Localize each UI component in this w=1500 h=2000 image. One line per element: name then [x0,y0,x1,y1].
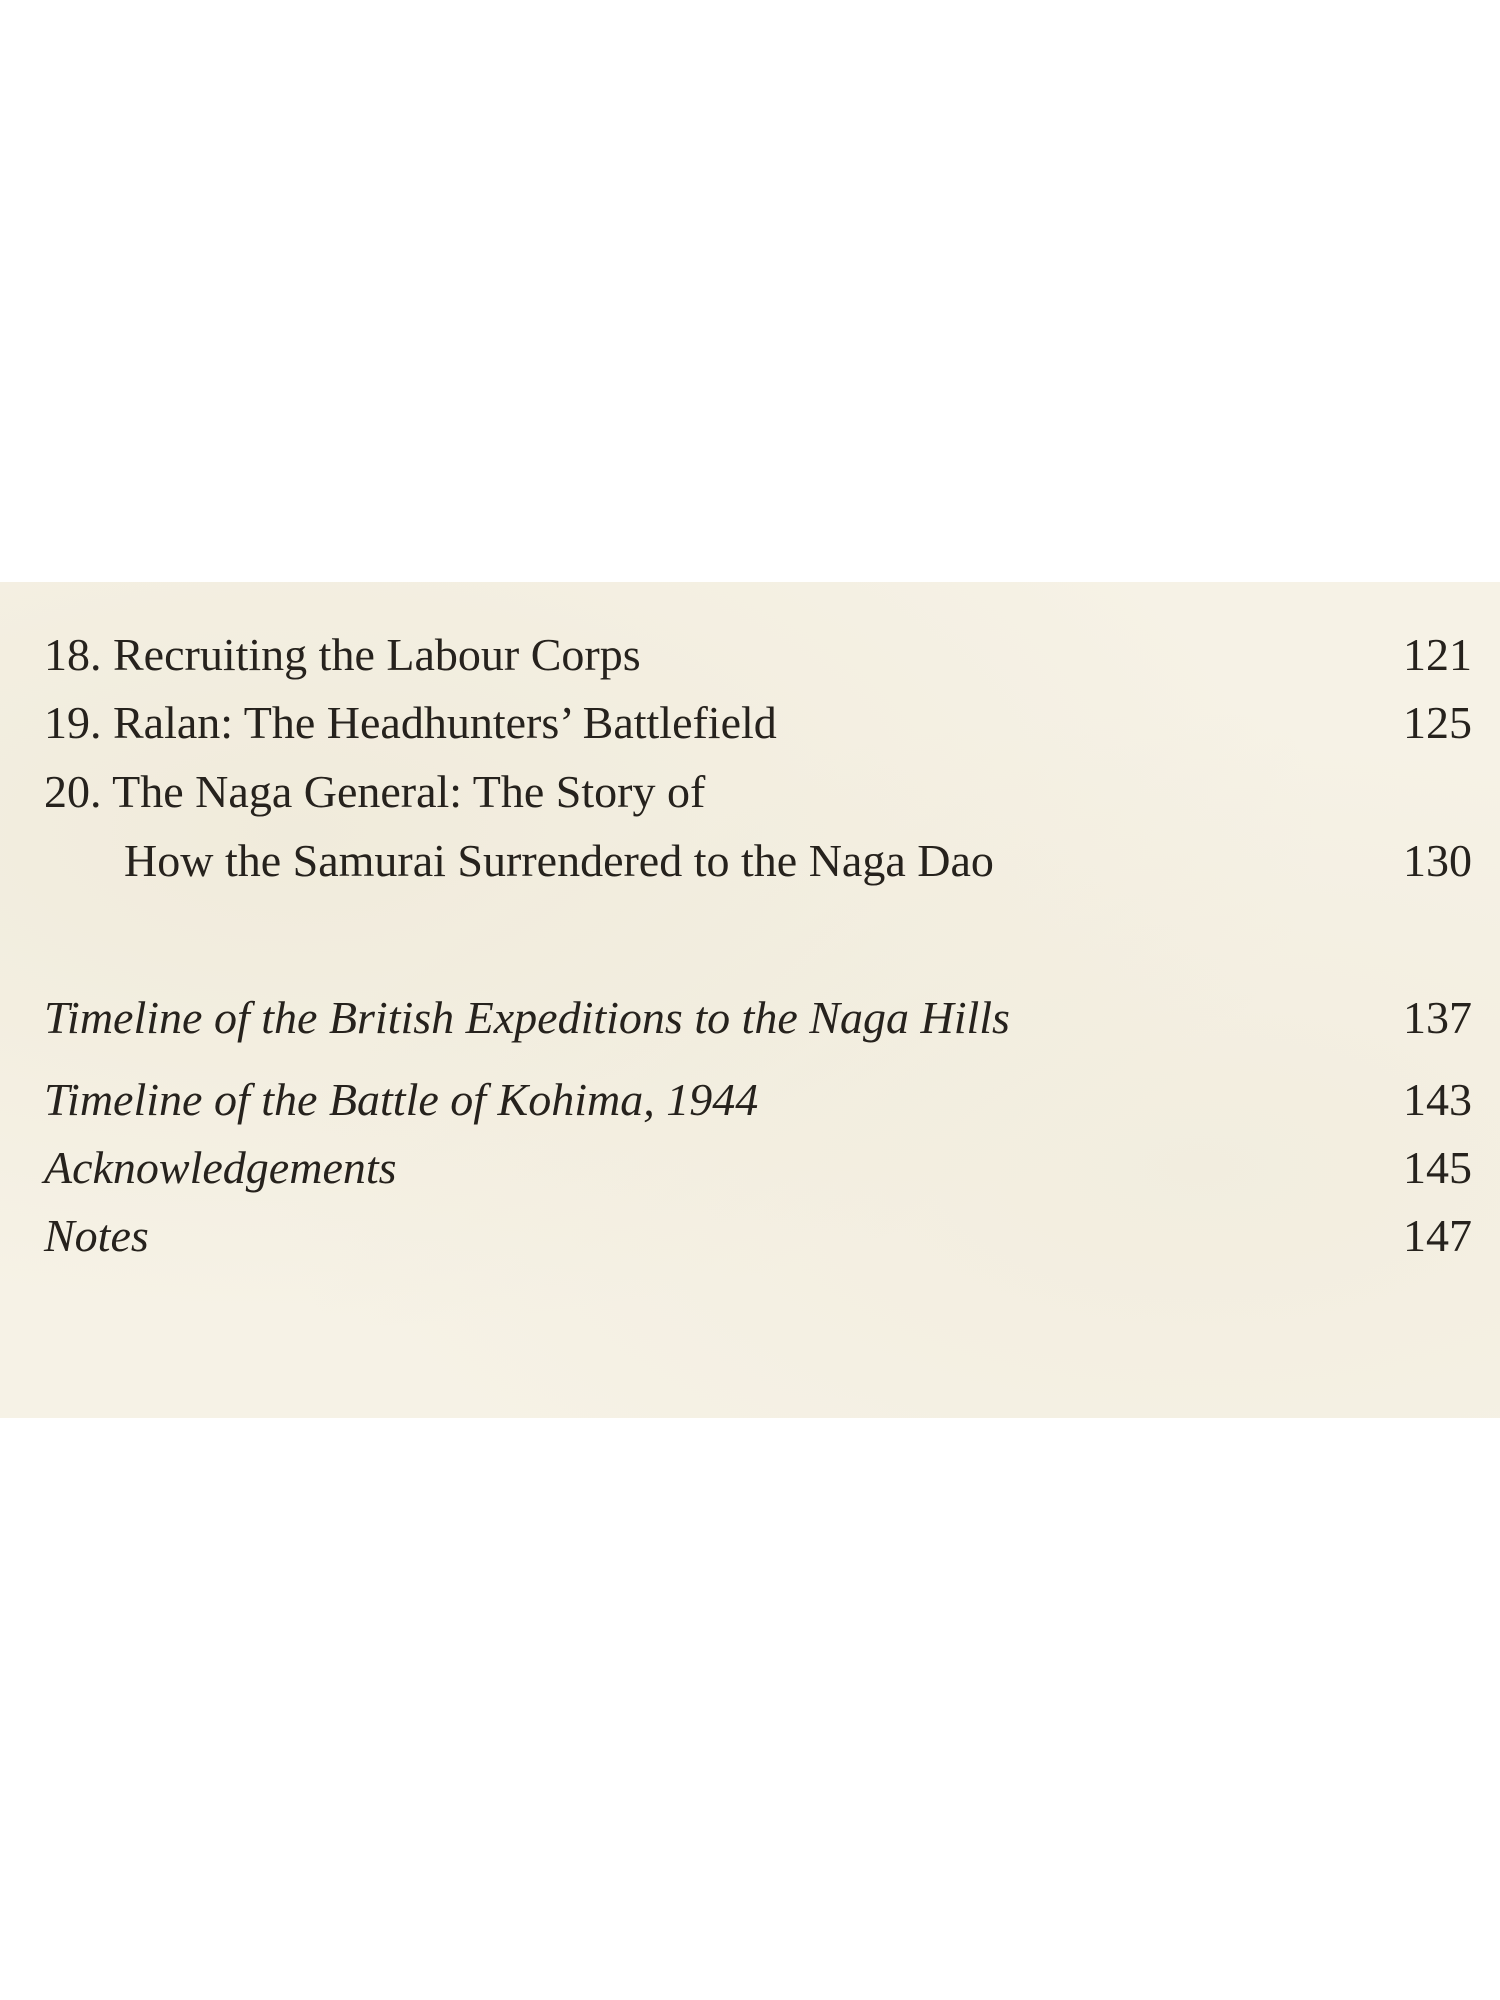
toc-entry-title: Acknowledgements [44,1142,397,1193]
table-of-contents [0,582,1500,1418]
toc-entry-chapter-20[interactable] [44,762,1472,822]
toc-entry-chapter-19[interactable] [44,693,1472,753]
toc-entry-page-number: 145 [1403,1142,1472,1193]
toc-entry-title: Timeline of the Battle of Kohima, 1944 [44,1074,759,1125]
toc-entry-page-number: 125 [1403,697,1472,748]
toc-entry-title: 18. Recruiting the Labour Corps [44,629,641,680]
toc-entry-title: Notes [44,1210,149,1261]
scanned-contents-page [0,582,1500,1418]
toc-entry-timeline-british-expeditions[interactable] [44,988,1472,1048]
toc-entry-page-number: 147 [1403,1210,1472,1261]
toc-entry-timeline-battle-of-kohima[interactable] [44,1070,1472,1130]
toc-entry-notes[interactable] [44,1206,1472,1266]
toc-entry-page-number: 121 [1403,629,1472,680]
toc-entry-chapter-20-continued[interactable] [44,831,1472,891]
toc-entry-page-number: 137 [1403,992,1472,1043]
toc-entry-title-continued: How the Samurai Surrendered to the Naga Dao [124,835,994,886]
toc-entry-title: Timeline of the British Expeditions to the Naga Hills [44,992,1010,1043]
toc-entry-page-number: 143 [1403,1074,1472,1125]
toc-entry-title: 19. Ralan: The Headhunters’ Battlefield [44,697,777,748]
toc-entry-page-number: 130 [1403,835,1472,886]
toc-entry-title: 20. The Naga General: The Story of [44,766,706,817]
toc-entry-acknowledgements[interactable] [44,1138,1472,1198]
toc-entry-chapter-18[interactable] [44,625,1472,685]
